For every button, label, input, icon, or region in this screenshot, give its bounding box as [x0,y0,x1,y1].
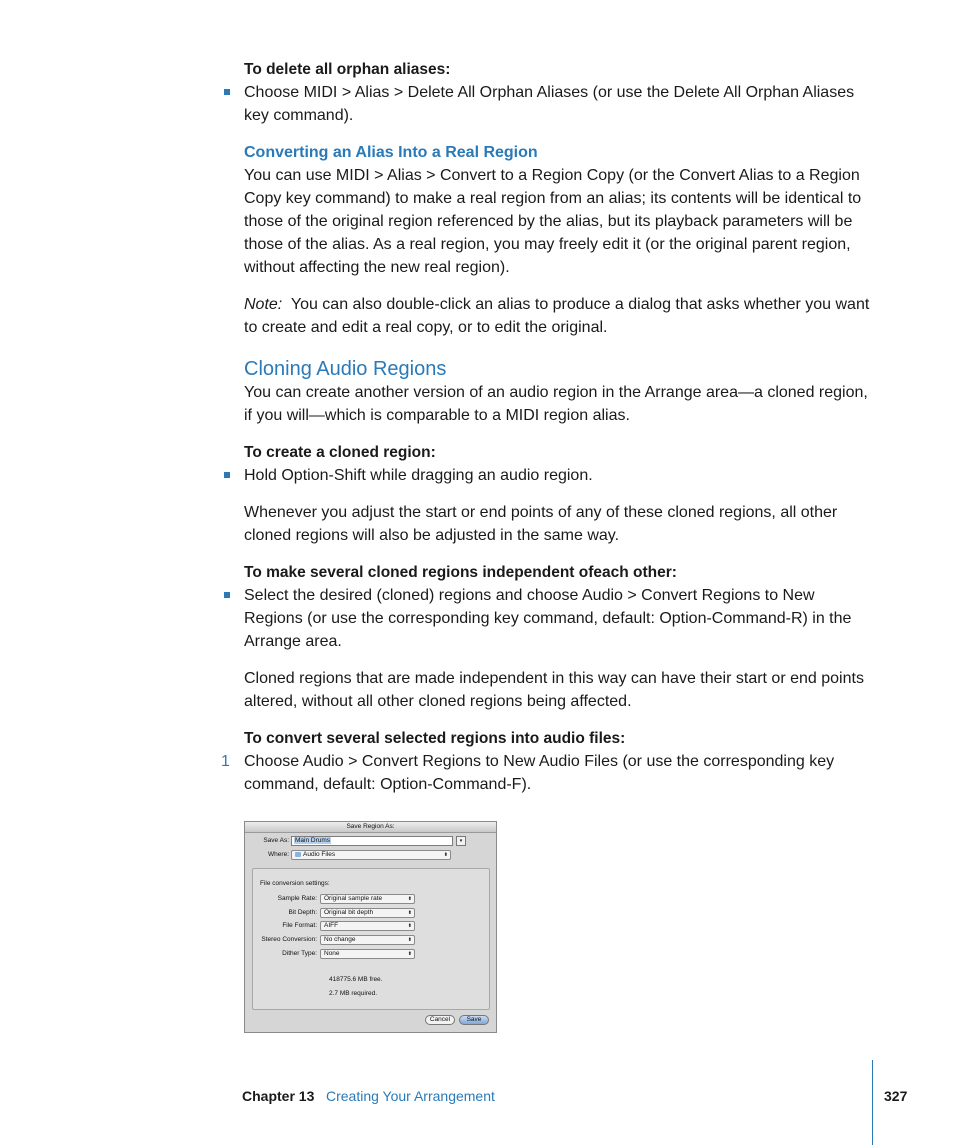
cloning-bullet-2-text: Select the desired (cloned) regions and choose Audio > Convert Regions to New Regions (or use the corresponding key command, default: Option-Command-R) in the Arrange area. [244,587,852,650]
file-format-label: File Format: [282,922,317,929]
footer-divider [872,1060,873,1145]
dither-type-label: Dither Type: [282,950,317,957]
file-format-value: AIFF [324,922,339,929]
folder-icon [295,852,301,857]
popup-arrows-icon: ⬍ [443,852,448,858]
footer-chapter: Chapter 13 [242,1088,315,1104]
page-number: 327 [884,1088,908,1104]
where-label: Where: [268,851,289,858]
stereo-conversion-value: No change [324,936,356,943]
sample-rate-popup[interactable] [320,894,415,904]
group-title: File conversion settings: [260,880,330,887]
converting-heading: Converting an Alias Into a Real Region [244,144,538,161]
cloning-bullet-1-text: Hold Option-Shift while dragging an audio region. [244,467,593,484]
where-popup[interactable] [291,850,451,860]
bullet-icon [224,472,230,478]
chevron-down-icon: ▾ [459,838,463,844]
save-region-dialog [244,821,497,1033]
sample-rate-label: Sample Rate: [277,895,317,902]
stereo-conversion-popup[interactable] [320,935,415,945]
sample-rate-value: Original sample rate [324,895,383,902]
popup-arrows-icon: ⬍ [407,896,412,902]
bullet-icon [224,592,230,598]
delete-orphans-bullet-text: Choose MIDI > Alias > Delete All Orphan Aliases (or use the Delete All Orphan Aliases key command). [244,84,855,124]
save-as-value: Main Drums [295,837,331,844]
expand-button[interactable] [456,836,466,846]
free-space-text: 418775.6 MB free. [329,976,383,983]
bullet-icon [224,89,230,95]
conversion-settings-group [252,868,490,1010]
converting-body: You can use MIDI > Alias > Convert to a Region Copy (or the Convert Alias to a Region Copy key command) to make a real region from an alias; its contents will be identical to those of the original region referenced by the alias, but its playback parameters will be those of the alias. As a real region, you may freely edit it (or the original parent region, without affecting the new real region). [244,167,862,276]
required-space-text: 2.7 MB required. [329,990,378,997]
save-as-label: Save As: [263,837,289,844]
bit-depth-value: Original bit depth [324,909,374,916]
cloning-para-2: Whenever you adjust the start or end points of any of these cloned regions, all other cloned regions will also be adjusted in the same way. [244,504,838,544]
cloning-para-3: Cloned regions that are made independent in this way can have their start or end points altered, without all other cloned regions being affected. [244,670,864,710]
cloning-step-1-text: Choose Audio > Convert Regions to New Audio Files (or use the corresponding key command, default: Option-Command-F). [244,753,835,793]
where-value: Audio Files [303,851,336,858]
stereo-conversion-label: Stereo Conversion: [261,936,317,943]
dither-type-value: None [324,950,340,957]
delete-orphans-lead: To delete all orphan aliases: [244,61,451,78]
bit-depth-popup[interactable] [320,908,415,918]
cloning-body: You can create another version of an audio region in the Arrange area—a cloned region, if you will—which is comparable to a MIDI region alias. [244,384,868,424]
popup-arrows-icon: ⬍ [407,923,412,929]
step-number: 1 [221,753,230,770]
save-button[interactable]: Save [459,1015,489,1025]
note-label: Note: [244,296,283,313]
save-as-input[interactable] [291,836,453,846]
cloning-lead-3: To convert several selected regions into audio files: [244,730,626,747]
bit-depth-label: Bit Depth: [288,909,317,916]
popup-arrows-icon: ⬍ [407,910,412,916]
cloning-heading: Cloning Audio Regions [244,358,447,380]
converting-note [244,293,874,339]
dialog-title: Save Region As: [245,822,496,833]
note-text: You can also double-click an alias to produce a dialog that asks whether you want to create and edit a real copy, or to edit the original. [244,296,870,336]
cloning-lead-2: To make several cloned regions independent ofeach other: [244,564,677,581]
popup-arrows-icon: ⬍ [407,951,412,957]
cloning-lead-1: To create a cloned region: [244,444,436,461]
footer-chapter-title: Creating Your Arrangement [326,1088,495,1104]
cancel-button[interactable]: Cancel [425,1015,455,1025]
dither-type-popup[interactable] [320,949,415,959]
popup-arrows-icon: ⬍ [407,937,412,943]
file-format-popup[interactable] [320,921,415,931]
